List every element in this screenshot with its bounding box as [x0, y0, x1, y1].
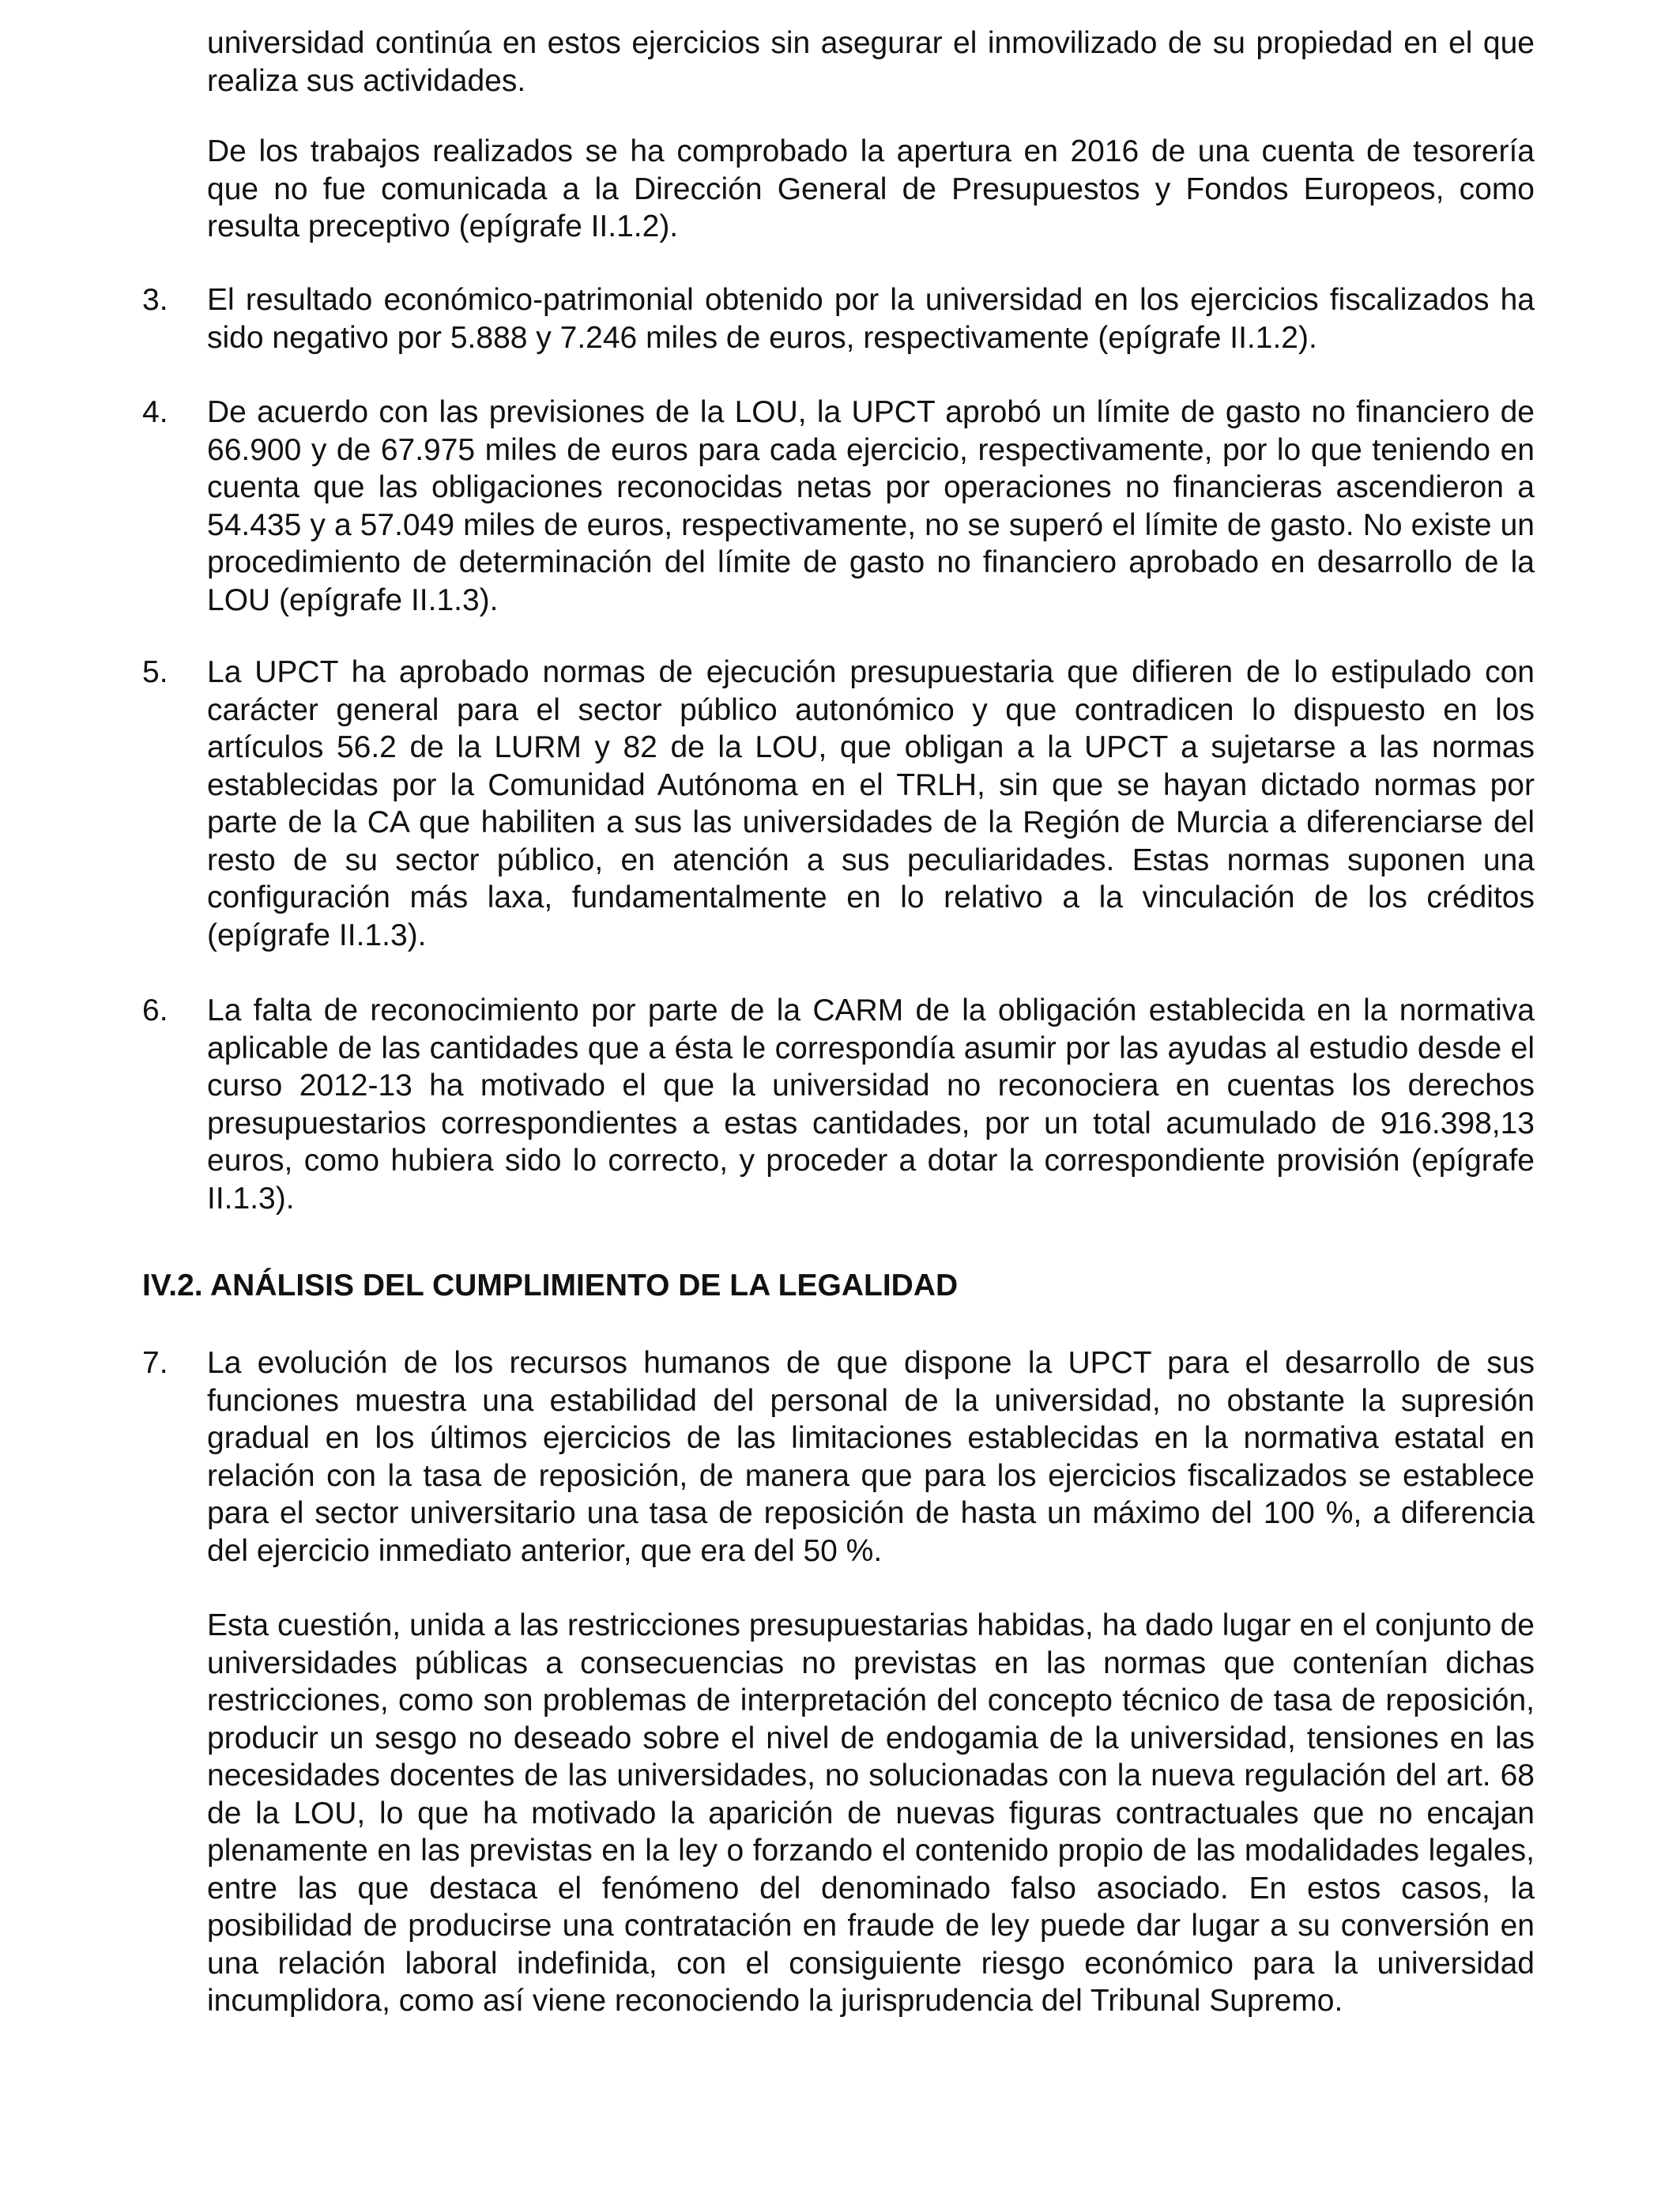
- item-number: 4.: [142, 395, 168, 429]
- item-text: La UPCT ha aprobado normas de ejecución presupuestaria que difieren de lo estipulado con carácter general para el sector público autonómico y que contradicen lo dispuesto en los artículos 56.2 de la LURM y 82 de la LOU, que obligan a la UPCT a sujetarse a las normas establecidas por la Comunidad Autónoma en el TRLH, sin que se hayan dictado normas por parte de la CA que habiliten a sus las universidades de la Región de Murcia a diferenciarse del resto de su sector público, en atención a sus peculiaridades. Estas normas suponen una configuración más laxa, fundamentalmente en lo relativo a la vinculación de los créditos (epígrafe II.1.3).: [207, 655, 1535, 952]
- item-number: 3.: [142, 283, 168, 317]
- paragraph-continuation: universidad continúa en estos ejercicios sin asegurar el inmovilizado de su propiedad en el que realiza sus actividades.: [207, 26, 1535, 98]
- item-number: 7.: [142, 1346, 168, 1380]
- section-heading: IV.2. ANÁLISIS DEL CUMPLIMIENTO DE LA LEGALIDAD: [142, 1269, 959, 1302]
- item-number: 6.: [142, 993, 168, 1027]
- item-text: De acuerdo con las previsiones de la LOU, la UPCT aprobó un límite de gasto no financiero de 66.900 y de 67.975 miles de euros para cada ejercicio, respectivamente, por lo que teniendo en cuenta que las obligaciones reconocidas netas por operaciones no financieras ascendieron a 54.435 y a 57.049 miles de euros, respectivamente, no se superó el límite de gasto. No existe un procedimiento de determinación del límite de gasto no financiero aprobado en desarrollo de la LOU (epígrafe II.1.3).: [207, 395, 1535, 617]
- item-text: La evolución de los recursos humanos de que dispone la UPCT para el desarrollo de sus funciones muestra una estabilidad del personal de la universidad, no obstante la supresión gradual en los últimos ejercicios de las limitaciones establecidas en la normativa estatal en relación con la tasa de reposición, de manera que para los ejercicios fiscalizados se establece para el sector universitario una tasa de reposición de hasta un máximo del 100 %, a diferencia del ejercicio inmediato anterior, que era del 50 %.: [207, 1346, 1535, 1568]
- paragraph-treasury-account: De los trabajos realizados se ha comprobado la apertura en 2016 de una cuenta de tesorería que no fue comunicada a la Dirección General de Presupuestos y Fondos Europeos, como resulta preceptivo (epígrafe II.1.2).: [207, 134, 1535, 243]
- item-number: 5.: [142, 655, 168, 689]
- item-text: La falta de reconocimiento por parte de la CARM de la obligación establecida en la normativa aplicable de las cantidades que a ésta le correspondía asumir por las ayudas al estudio desde el curso 2012-13 ha motivado el que la universidad no reconociera en cuentas los derechos presupuestarios correspondientes a estas cantidades, por un total acumulado de 916.398,13 euros, como hubiera sido lo correcto, y proceder a dotar la correspondiente provisión (epígrafe II.1.3).: [207, 993, 1535, 1216]
- item-text: El resultado económico-patrimonial obtenido por la universidad en los ejercicios fiscalizados ha sido negativo por 5.888 y 7.246 miles de euros, respectivamente (epígrafe II.1.2).: [207, 283, 1535, 355]
- paragraph-consequences: Esta cuestión, unida a las restricciones presupuestarias habidas, ha dado lugar en el conjunto de universidades públicas a consecuencias no previstas en las normas que contenían dichas restricciones, como son problemas de interpretación del concepto técnico de tasa de reposición, producir un sesgo no deseado sobre el nivel de endogamia de la universidad, tensiones en las necesidades docentes de las universidades, no solucionadas con la nueva regulación del art. 68 de la LOU, lo que ha motivado la aparición de nuevas figuras contractuales que no encajan plenamente en las previstas en la ley o forzando el contenido propio de las modalidades legales, entre las que destaca el fenómeno del denominado falso asociado. En estos casos, la posibilidad de producirse una contratación en fraude de ley puede dar lugar a su conversión en una relación laboral indefinida, con el consiguiente riesgo económico para la universidad incumplidora, como así viene reconociendo la jurisprudencia del Tribunal Supremo.: [207, 1608, 1535, 2018]
